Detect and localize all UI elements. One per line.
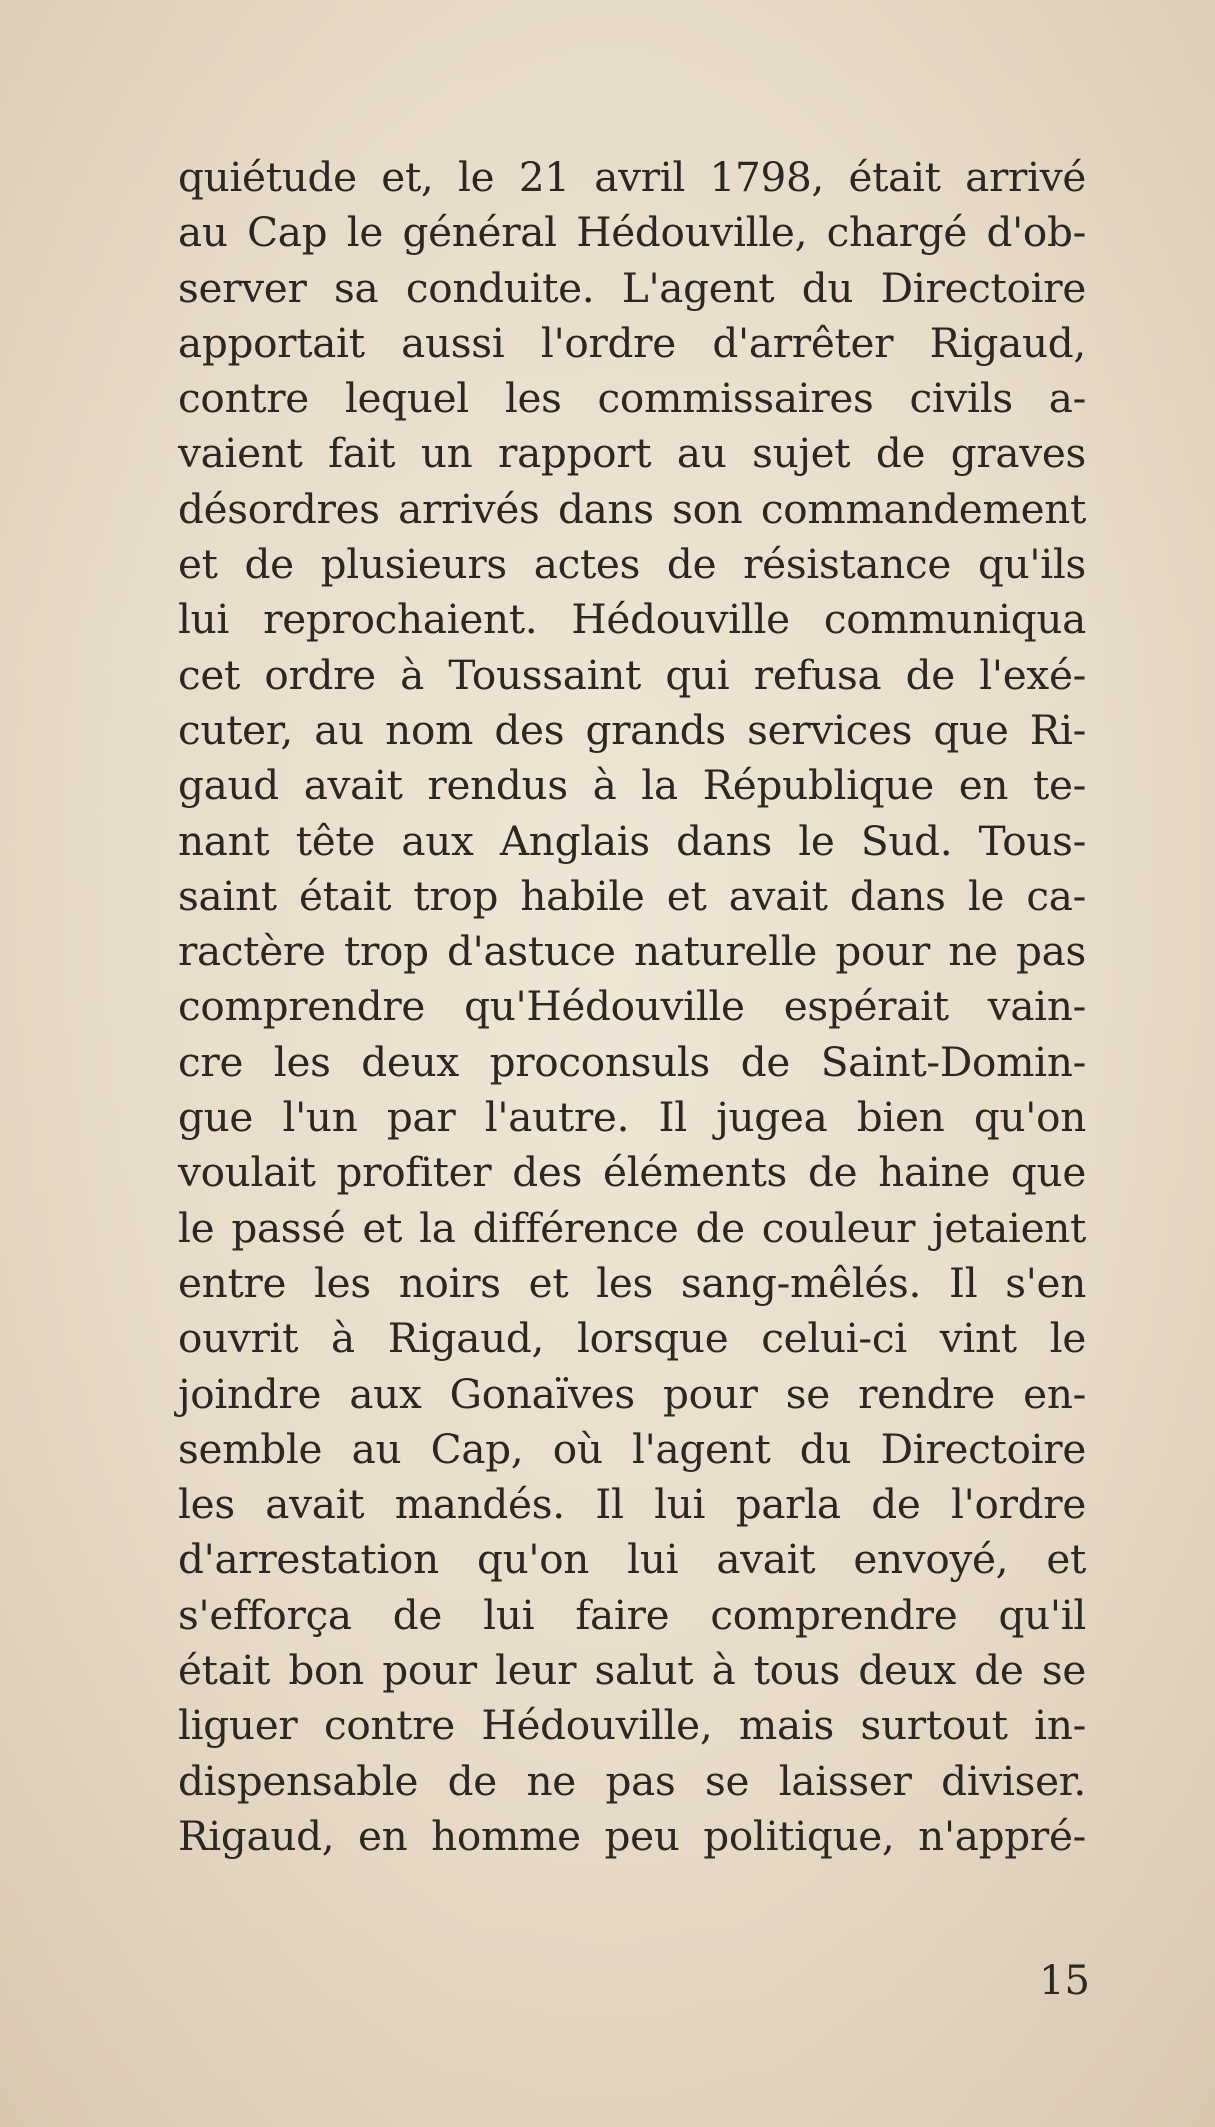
text-line: entre les noirs et les sang-mêlés. Il s'en [178,1258,1086,1307]
text-line: dispensable de ne pas se laisser diviser. [178,1756,1086,1805]
text-line: le passé et la différence de couleur jetaient [178,1203,1086,1252]
text-line: ouvrit à Rigaud, lorsque celui-ci vint le [178,1314,1086,1363]
text-line: lui reprochaient. Hédouville communiqua [178,595,1086,644]
text-line: gue l'un par l'autre. Il jugea bien qu'on [178,1093,1086,1142]
text-line: cet ordre à Toussaint qui refusa de l'exé- [178,650,1086,699]
text-line: au Cap le général Hédouville, chargé d'ob- [178,208,1086,257]
text-line: nant tête aux Anglais dans le Sud. Tous- [178,816,1086,865]
text-line: server sa conduite. L'agent du Directoire [178,263,1086,312]
text-line: était bon pour leur salut à tous deux de se [178,1646,1086,1695]
text-line: Rigaud, en homme peu politique, n'appré- [178,1811,1086,1860]
text-line: cuter, au nom des grands services que Ri- [178,705,1086,754]
text-line: gaud avait rendus à la République en te- [178,761,1086,810]
text-line: voulait profiter des éléments de haine que [178,1148,1086,1197]
text-line: et de plusieurs actes de résistance qu'ils [178,540,1086,589]
text-line: d'arrestation qu'on lui avait envoyé, et [178,1535,1086,1584]
text-line: comprendre qu'Hédouville espérait vain- [178,982,1086,1031]
text-line: apportait aussi l'ordre d'arrêter Rigaud, [178,318,1086,367]
page-number: 15 [1039,1958,1090,2004]
text-line: vaient fait un rapport au sujet de graves [178,429,1086,478]
text-line: cre les deux proconsuls de Saint-Domin- [178,1037,1086,1086]
text-line: liguer contre Hédouville, mais surtout in- [178,1701,1086,1750]
text-line: saint était trop habile et avait dans le ca- [178,871,1086,920]
text-line: contre lequel les commissaires civils a- [178,374,1086,423]
text-line: semble au Cap, où l'agent du Directoire [178,1424,1086,1473]
text-line: quiétude et, le 21 avril 1798, était arrivé [178,153,1086,201]
text-line: s'efforça de lui faire comprendre qu'il [178,1590,1086,1639]
text-line: ractère trop d'astuce naturelle pour ne pas [178,927,1086,976]
text-line: les avait mandés. Il lui parla de l'ordre [178,1480,1086,1529]
text-line: désordres arrivés dans son commandement [178,484,1086,533]
text-line: joindre aux Gonaïves pour se rendre en- [178,1369,1086,1418]
body-text [178,150,1086,1864]
